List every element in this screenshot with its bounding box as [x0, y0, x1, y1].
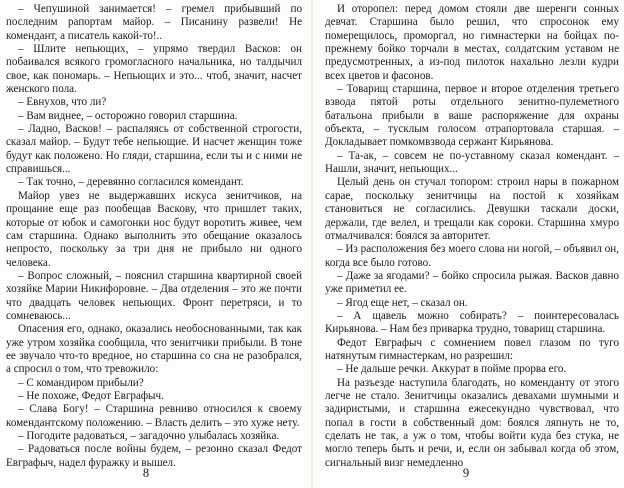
paragraph: На разъезде наступила благодать, но коменданту от этого легче не стало. Зенитчицы оказались девахами шумными и задиристыми, и старшина ежесекундно чувствовал, что попал в гости в собственный дом: боялся ляпнуть не то, сделать не так, а уж о том, чтобы войти куда без стука, не могло теперь быть и речи, и, если он забывал когда об этом, сигнальный визг немедленно [325, 376, 619, 469]
paragraph: – Не похоже, Федот Евграфыч. [18, 389, 164, 402]
paragraph: – Из расположения без моего слова ни ногой, – объявил он, когда все было готово. [325, 243, 619, 269]
paragraph: – Вопрос сложный, – пояснил старшина квартирной своей хозяйке Марии Никифоровне. – Два отделения – это же почти что двадцать человек непьющих. Фронт перетряси, и то сомневаюсь... [6, 269, 302, 322]
paragraph: – С командиром прибыли? [18, 376, 144, 389]
paragraph: – Не дальше речки. Аккурат в пойме прорва его. [337, 363, 567, 376]
paragraph: – Даже за ягодами? – бойко спросила рыжая. Васков давно уже приметил ее. [325, 269, 619, 296]
paragraph: И оторопел: перед домом стояли две шеренги сонных девчат. Старшина было решил, что спросонок ему померещилось, проморгал, но гимнастерки на бойцах по-прежнему бойко торчали в местах, солдатским уставом не предусмотренных, а из-под пилоток нахально лезли кудри всех цветов и фасонов. [325, 3, 619, 82]
paragraph: – Шлите непьющих, – упрямо твердил Васков: он побаивался всякого громогласного начальника, но талдычил свое, как пономарь. – Непьющих и это... чтоб, значит, насчет женского пола. [6, 43, 302, 96]
paragraph: – Радоваться после войны будем, – резонно сказал Федот Евграфыч, надел фуражку и вышел. [6, 443, 302, 469]
paragraph: Целый день он стучал топором: строил нары в пожарном сарае, поскольку зенитчицы на постой к хозяйкам становиться не согласились. Девушки таскали доски, держали, где велел, и трещали как сороки. Старшина хмуро отмалчивался: боялся за авторитет. [325, 176, 619, 242]
paragraph: – А щавель можно собирать? – поинтересовалась Кирьянова. – Нам без приварка трудно, товарищ старшина. [325, 309, 619, 336]
page-number: 8 [142, 466, 150, 480]
paragraph: – Так точно, – деревянно согласился комендант. [18, 176, 244, 189]
page-number: 9 [462, 466, 470, 480]
paragraph: – Ягод еще нет, – сказал он. [337, 296, 468, 309]
paragraph: Опасения его, однако, оказались необоснованными, так как уже утром хозяйка сообщила, что зенитчики прибыли. В тоне ее звучало что-то вредное, но старшина со сна не разобрался, а спросил о том, что тревожило: [6, 323, 302, 376]
paragraph: – Та-ак, – совсем не по-уставному сказал комендант. – Нашли, значит, непьющих... [325, 149, 619, 176]
page-gutter [311, 0, 313, 488]
paragraph: – Слава Богу! – Старшина ревниво относился к своему комендантскому положению. – Власть делить – это хуже нету. [6, 403, 302, 429]
paragraph: – Погодите радоваться, – загадочно улыбалась хозяйка. [18, 430, 280, 442]
paragraph: Федот Евграфыч с сомнением повел глазом по туго натянутым гимнастеркам, но разрешил: [325, 336, 619, 362]
paragraph: – Ладно, Васков! – распаляясь от собственной строгости, сказал майор. – Будут тебе непьющие. И насчет женщин тоже будут как положено. Но гляди, старшина, если ты и с ними не справишься... [6, 123, 302, 176]
paragraph: – Вам виднее, – осторожно говорил старшина. [18, 109, 238, 122]
paragraph: Майор увез не выдержавших искуса зенитчиков, на прощание еще раз пообещав Васкову, что пришлет таких, которые от юбок и самогонки нос будут воротить живее, чем сам старшина. Однако выполнить это обещание оказалось непросто, поскольку за три дня не прибыло ни одного человека. [6, 189, 302, 269]
paragraph: – Чепушиной занимается! – гремел прибывший по последним рапортам майор. – Писанину развели! Не комендант, а писатель какой-то!.. [6, 3, 302, 42]
paragraph: – Товарищ старшина, первое и второе отделения третьего взвода пятой роты отдельного зенитно-пулеметного батальона прибыли в ваше распоряжение для охраны объекта, – тусклым голосом отрапортовала старшая. – Докладывает помкомвзвода сержант Кирьянова. [325, 83, 619, 149]
right-page-text [325, 3, 619, 469]
left-page-text [6, 3, 302, 469]
paragraph: – Евнухов, что ли? [18, 96, 107, 109]
